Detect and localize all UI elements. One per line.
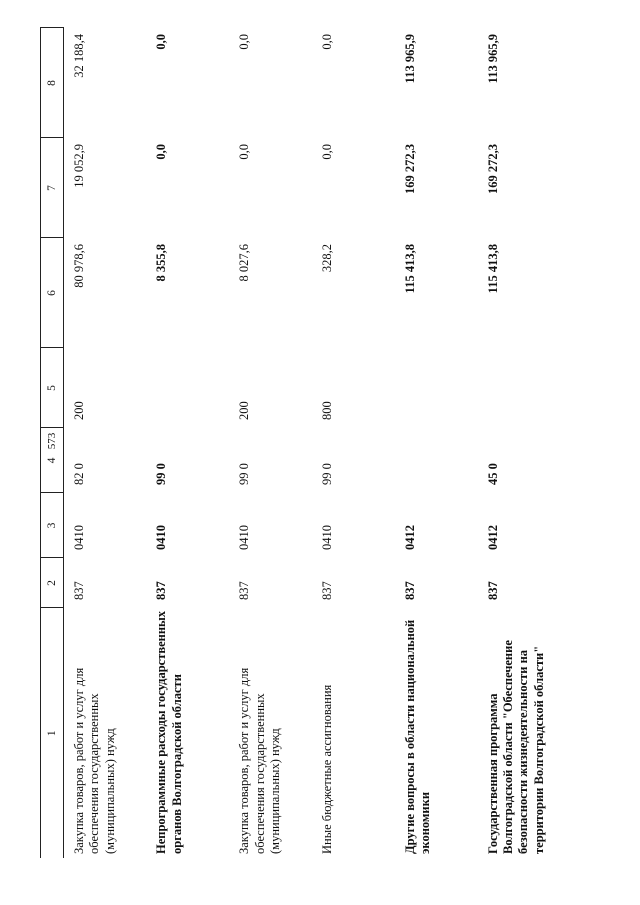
section-code-cell: 0412 (485, 525, 500, 550)
ministry-code-cell: 837 (154, 581, 169, 600)
table-row (395, 28, 478, 858)
table-row (64, 28, 147, 858)
section-code-cell: 0410 (320, 525, 335, 550)
table-body (64, 28, 601, 858)
table-row (229, 28, 312, 858)
target-article-cell: 99 0 (237, 463, 252, 485)
amount-year1-cell: 8 355,8 (154, 244, 169, 282)
header-cell-6: 6 (41, 238, 64, 348)
ministry-code-cell: 837 (403, 581, 418, 600)
target-article-cell: 99 0 (320, 463, 335, 485)
section-code-cell: 0410 (72, 525, 86, 550)
table-row (478, 28, 600, 858)
row-name-cell: Другие вопросы в области национальной экономики (403, 619, 433, 854)
target-article-cell: 82 0 (72, 463, 86, 485)
table-header (41, 28, 64, 858)
header-cell-2: 2 (41, 558, 64, 608)
amount-year2-cell: 169 272,3 (403, 144, 418, 194)
row-name-cell: Государственная программа Волгоградской области "Обеспечение безопасности жизнедеятельности на территории Волгоградской области" (485, 640, 546, 854)
expense-type-cell: 200 (72, 401, 86, 420)
header-cell-7: 7 (41, 138, 64, 238)
amount-year1-cell: 8 027,6 (237, 244, 252, 282)
amount-year3-cell: 32 188,4 (72, 34, 86, 78)
section-code-cell: 0410 (154, 525, 169, 550)
amount-year1-cell: 328,2 (320, 244, 335, 273)
header-row (41, 28, 64, 858)
amount-year1-cell: 80 978,6 (72, 244, 86, 288)
amount-year3-cell: 0,0 (154, 34, 169, 50)
ministry-code-cell: 837 (72, 581, 86, 600)
amount-year3-cell: 113 965,9 (485, 34, 500, 84)
target-article-cell: 99 0 (154, 463, 169, 485)
amount-year2-cell: 0,0 (320, 144, 335, 160)
header-cell-1: 1 (41, 608, 64, 858)
table-row (312, 28, 395, 858)
budget-table (40, 28, 600, 859)
amount-year2-cell: 0,0 (154, 144, 169, 160)
expense-type-cell (395, 348, 478, 428)
expense-type-cell: 200 (237, 401, 252, 420)
header-cell-8: 8 (41, 28, 64, 138)
header-cell-4: 4 (41, 428, 64, 493)
amount-year2-cell: 169 272,3 (485, 144, 500, 194)
amount-year3-cell: 0,0 (237, 34, 252, 50)
amount-year1-cell: 115 413,8 (485, 244, 500, 294)
expense-type-cell (146, 348, 229, 428)
ministry-code-cell: 837 (320, 581, 335, 600)
row-name-cell: Закупка товаров, работ и услуг для обеспечения государственных (муниципальных) нужд (237, 667, 282, 854)
page-number-text: 573 (46, 432, 58, 450)
expense-type-cell: 800 (320, 401, 335, 420)
header-cell-5: 5 (41, 348, 64, 428)
target-article-cell: 45 0 (485, 463, 500, 485)
expense-type-cell (478, 348, 600, 428)
row-name-cell: Закупка товаров, работ и услуг для обеспечения государственных (муниципальных) нужд (72, 667, 117, 854)
ministry-code-cell: 837 (237, 581, 252, 600)
amount-year1-cell: 115 413,8 (403, 244, 418, 294)
section-code-cell: 0412 (403, 525, 418, 550)
budget-table-container (40, 28, 600, 858)
amount-year3-cell: 0,0 (320, 34, 335, 50)
amount-year2-cell: 19 052,9 (72, 144, 86, 188)
target-article-cell (395, 428, 478, 493)
ministry-code-cell: 837 (485, 581, 500, 600)
amount-year3-cell: 113 965,9 (403, 34, 418, 84)
row-name-cell: Иные бюджетные ассигнования (320, 684, 335, 854)
row-name-cell: Непрограммные расходы государственных органов Волгоградской области (154, 610, 184, 854)
section-code-cell: 0410 (237, 525, 252, 550)
amount-year2-cell: 0,0 (237, 144, 252, 160)
table-row (146, 28, 229, 858)
header-cell-3: 3 (41, 493, 64, 558)
